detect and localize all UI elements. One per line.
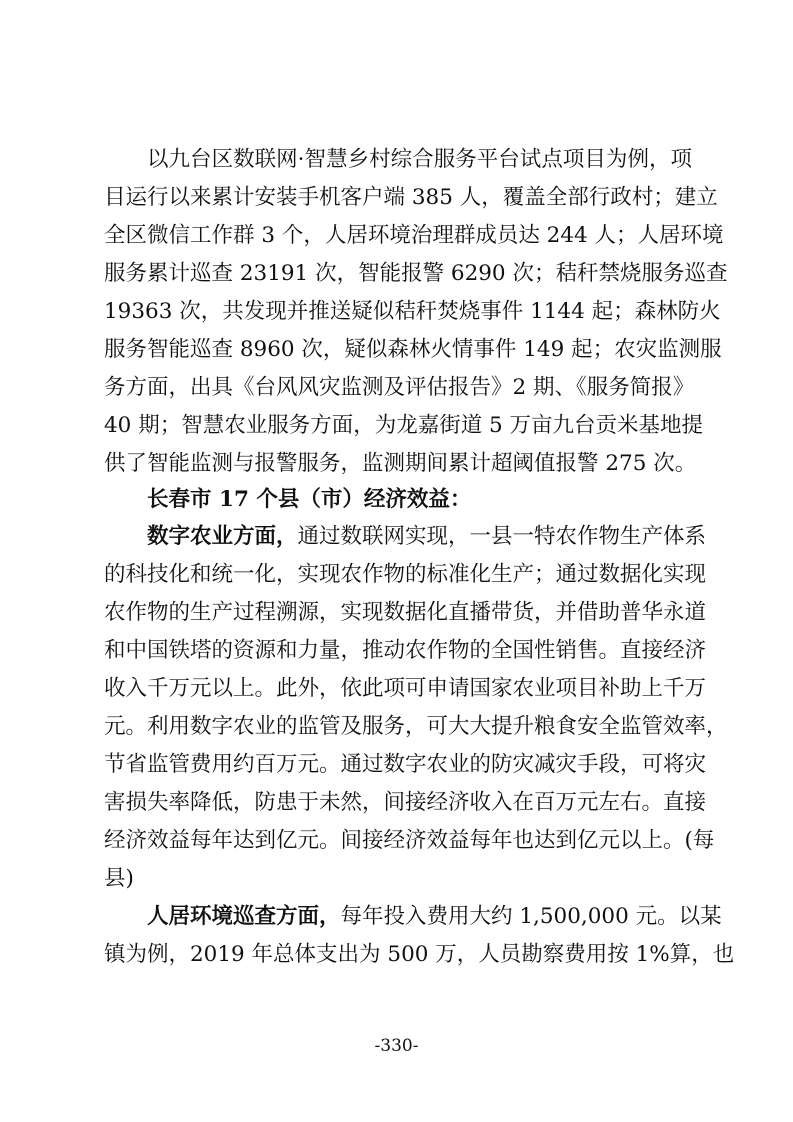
paragraph-2-line-5: 收入千万元以上。此外，依此项可申请国家农业项目补助上千万 — [104, 676, 707, 701]
paragraph-1-line-3: 全区微信工作群 3 个，人居环境治理群成员达 244 人；人居环境 — [104, 223, 724, 248]
paragraph-3-line-2: 镇为例，2019 年总体支出为 500 万，人员勘察费用按 1%算，也 — [104, 942, 735, 967]
paragraph-2-line-9: 经济效益每年达到亿元。间接经济效益每年也达到亿元以上。(每 — [104, 828, 715, 853]
paragraph-2-line-4: 和中国铁塔的资源和力量，推动农作物的全国性销售。直接经济 — [104, 638, 707, 663]
paragraph-3-first-rest: 每年投入费用大约 1,500,000 元。以某 — [340, 904, 722, 929]
paragraph-2-line-2: 的科技化和统一化，实现农作物的标准化生产；通过数据化实现 — [104, 562, 707, 587]
paragraph-3-line-1 — [147, 903, 722, 931]
paragraph-1-line-7: 务方面，出具《台风风灾监测及评估报告》2 期、《服务简报》 — [104, 375, 695, 400]
paragraph-2-line-3: 农作物的生产过程溯源，实现数据化直播带货，并借助普华永道 — [104, 600, 707, 625]
paragraph-1-line-9: 供了智能监测与报警服务，监测期间累计超阈值报警 275 次。 — [104, 451, 697, 476]
paragraph-3-lead: 人居环境巡查方面， — [147, 904, 341, 929]
paragraph-2-line-7: 节省监管费用约百万元。通过数字农业的防灾减灾手段，可将灾 — [104, 752, 707, 777]
paragraph-2-first-rest: 通过数联网实现，一县一特农作物生产体系 — [297, 524, 707, 549]
paragraph-2-lead: 数字农业方面， — [147, 524, 298, 549]
paragraph-1-line-8: 40 期；智慧农业服务方面，为龙嘉街道 5 万亩九台贡米基地提 — [104, 413, 704, 438]
paragraph-1-line-1: 以九台区数联网·智慧乡村综合服务平台试点项目为例，项 — [147, 147, 692, 172]
paragraph-1-line-5: 19363 次，共发现并推送疑似秸秆焚烧事件 1144 起；森林防火 — [104, 299, 721, 324]
paragraph-2-line-10: 县) — [104, 866, 134, 891]
paragraph-2-line-1 — [147, 523, 707, 551]
paragraph-1-line-4: 服务累计巡查 23191 次，智能报警 6290 次；秸秆禁烧服务巡查 — [104, 261, 728, 286]
section-heading: 长春市 17 个县（市）经济效益： — [147, 487, 472, 512]
paragraph-2-line-6: 元。利用数字农业的监管及服务，可大大提升粮食安全监管效率， — [104, 714, 728, 739]
paragraph-1-line-2: 目运行以来累计安装手机客户端 385 人，覆盖全部行政村；建立 — [104, 185, 718, 210]
page-number: -330- — [374, 1036, 419, 1056]
paragraph-1-line-6: 服务智能巡查 8960 次，疑似森林火情事件 149 起；农灾监测服 — [104, 337, 722, 362]
paragraph-2-line-8: 害损失率降低，防患于未然，间接经济收入在百万元左右。直接 — [104, 790, 707, 815]
